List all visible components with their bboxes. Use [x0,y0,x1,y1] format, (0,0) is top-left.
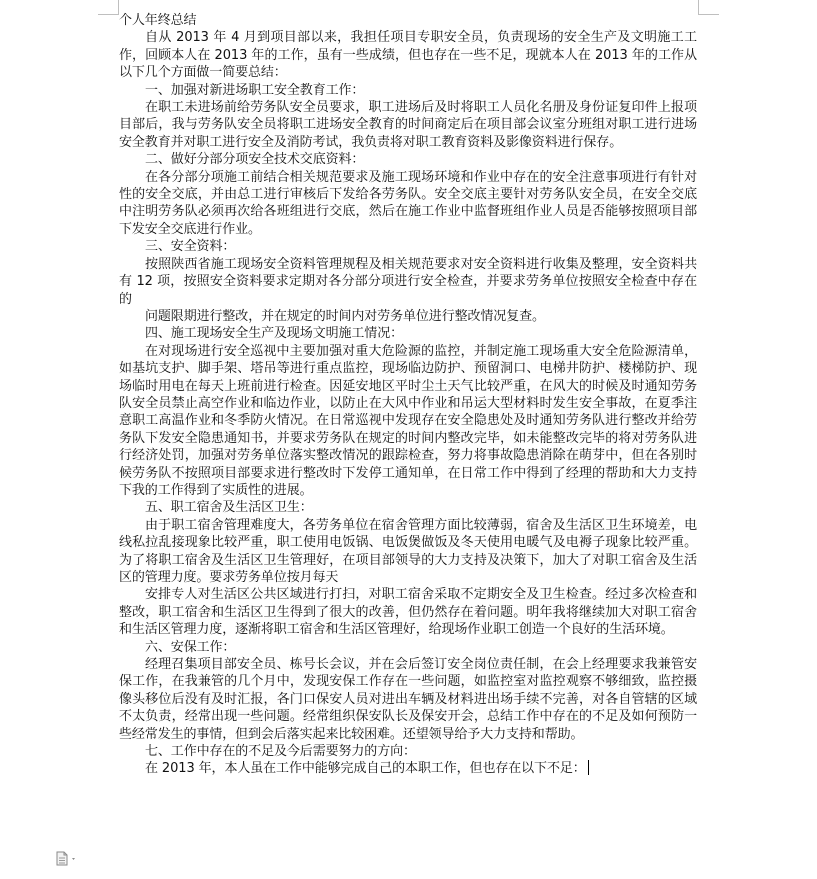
section-6-paragraph: 经理召集项目部安全员、栋号长会议，并在会后签订安全岗位责任制，在会上经理要求我兼管安保工作，在我兼管的几个月中，发现安保工作存在一些问题，如监控室对监控观察不够细致，监控摄像头移位后没有及时汇报，各门口保安人员对进出车辆及材料进出场手续不完善，对各自管辖的区域不太负责，经常出现一些问题。经常组织保安队长及保安开会，总结工作中存在的不足及如何预防一些经常发生的事情，但到会后落实起来比较困难。还望领导给予大力支持和帮助。 [119,657,697,742]
section-heading-6: 六、安保工作： [145,639,236,655]
page-corner-mark-left [98,0,119,15]
section-1-paragraph: 在职工未进场前给劳务队安全员要求，职工进场后及时将职工人员化名册及身份证复印件上报项目部后，我与劳务队安全员将职工进场安全教育的时间商定后在项目部会议室分班组对职工进行进场安全教育并对职工进行安全及消防考试，我负责将对职工教育资料及影像资料进行保存。 [119,100,697,150]
section-5-paragraph-2: 安排专人对生活区公共区域进行打扫，对职工宿舍采取不定期安全及卫生检查。经过多次检查和整改，职工宿舍和生活区卫生得到了很大的改善，但仍然存在着问题。明年我将继续加大对职工宿舍和生活区管理力度，逐渐将职工宿舍和生活区管理好，给现场作业职工创造一个良好的生活环境。 [119,587,697,638]
section-heading-3: 三、安全资料： [145,239,236,255]
document-title: 个人年终总结 [119,13,197,28]
section-heading-4: 四、施工现场安全生产及现场文明施工情况： [145,326,404,342]
document-body[interactable] [119,12,697,778]
section-heading-1: 一、加强对新进场职工安全教育工作： [145,82,365,98]
section-2-paragraph: 在各分部分项施工前结合相关规范要求及施工现场环境和作业中存在的安全注意事项进行有针对性的安全交底，并由总工进行审核后下发给各劳务队。安全交底主要针对劳务队安全员，在安全交底中注明劳务队必须再次给各班组进行交底，然后在施工作业中监督班组作业人员是否能够按照项目部下发安全交底进行作业。 [119,169,697,237]
section-7-paragraph [119,760,697,777]
page-corner-mark-right [698,0,719,15]
text-cursor [588,760,589,775]
section-7-text: 在 2013 年，本人虽在工作中能够完成自己的本职工作，但也存在以下不足： [145,761,586,777]
document-icon[interactable] [55,851,79,867]
section-5-paragraph-1: 由于职工宿舍管理难度大，各劳务单位在宿舍管理方面比较薄弱，宿舍及生活区卫生环境差，电线私拉乱接现象比较严重，职工使用电饭锅、电饭煲做饭及冬天使用电暖气及电褥子现象比较严重。为了将职工宿舍及生活区卫生管理好，在项目部领导的大力支持及决策下，加大了对职工宿舍及生活区的管理力度。要求劳务单位按月每天 [119,517,697,585]
section-3-paragraph: 按照陕西省施工现场安全资料管理规程及相关规范要求对安全资料进行收集及整理，安全资料共有 12 项，按照安全资料要求定期对各分部分项进行安全检查，并要求劳务单位按照安全检查中存在的 [119,256,697,307]
section-3-continuation: 问题限期进行整改，并在规定的时间内对劳务单位进行整改情况复查。 [145,308,545,324]
section-heading-7: 七、工作中存在的不足及今后需要努力的方向： [145,744,416,760]
intro-paragraph: 自从 2013 年 4 月到项目部以来，我担任项目专职安全员，负责现场的安全生产及文明施工工作，回顾本人在 2013 年的工作，虽有一些成绩，但也存在一些不足，现就本人在 2013 年的工作从以下几个方面做一简要总结： [119,30,697,81]
section-heading-2: 二、做好分部分项安全技术交底资料： [145,152,365,168]
section-heading-5: 五、职工宿舍及生活区卫生： [145,500,313,516]
section-4-paragraph: 在对现场进行安全巡视中主要加强对重大危险源的监控，并制定施工现场重大安全危险源清单，如基坑支护、脚手架、塔吊等进行重点监控，现场临边防护、预留洞口、电梯井防护、楼梯防护、现场临时用电在每天上班前进行检查。因延安地区平时尘土天气比较严重，在风大的时候及时通知劳务队安全员禁止高空作业和临边作业，以防止在大风中作业和吊运大型材料时发生安全事故，在夏季注意职工高温作业和冬季防火情况。在日常巡视中发现存在安全隐患处及时通知劳务队进行整改并给劳务队下发安全隐患通知书，并要求劳务队在规定的时间内整改完毕，如未能整改完毕的将对劳务队进行经济处罚，加强对劳务单位落实整改情况的跟踪检查，努力将事故隐患消除在萌芽中，但在各别时候劳务队不按照项目部要求进行整改时下发停工通知单，在日常工作中得到了经理的帮助和大力支持下我的工作得到了实质性的进展。 [119,343,697,498]
